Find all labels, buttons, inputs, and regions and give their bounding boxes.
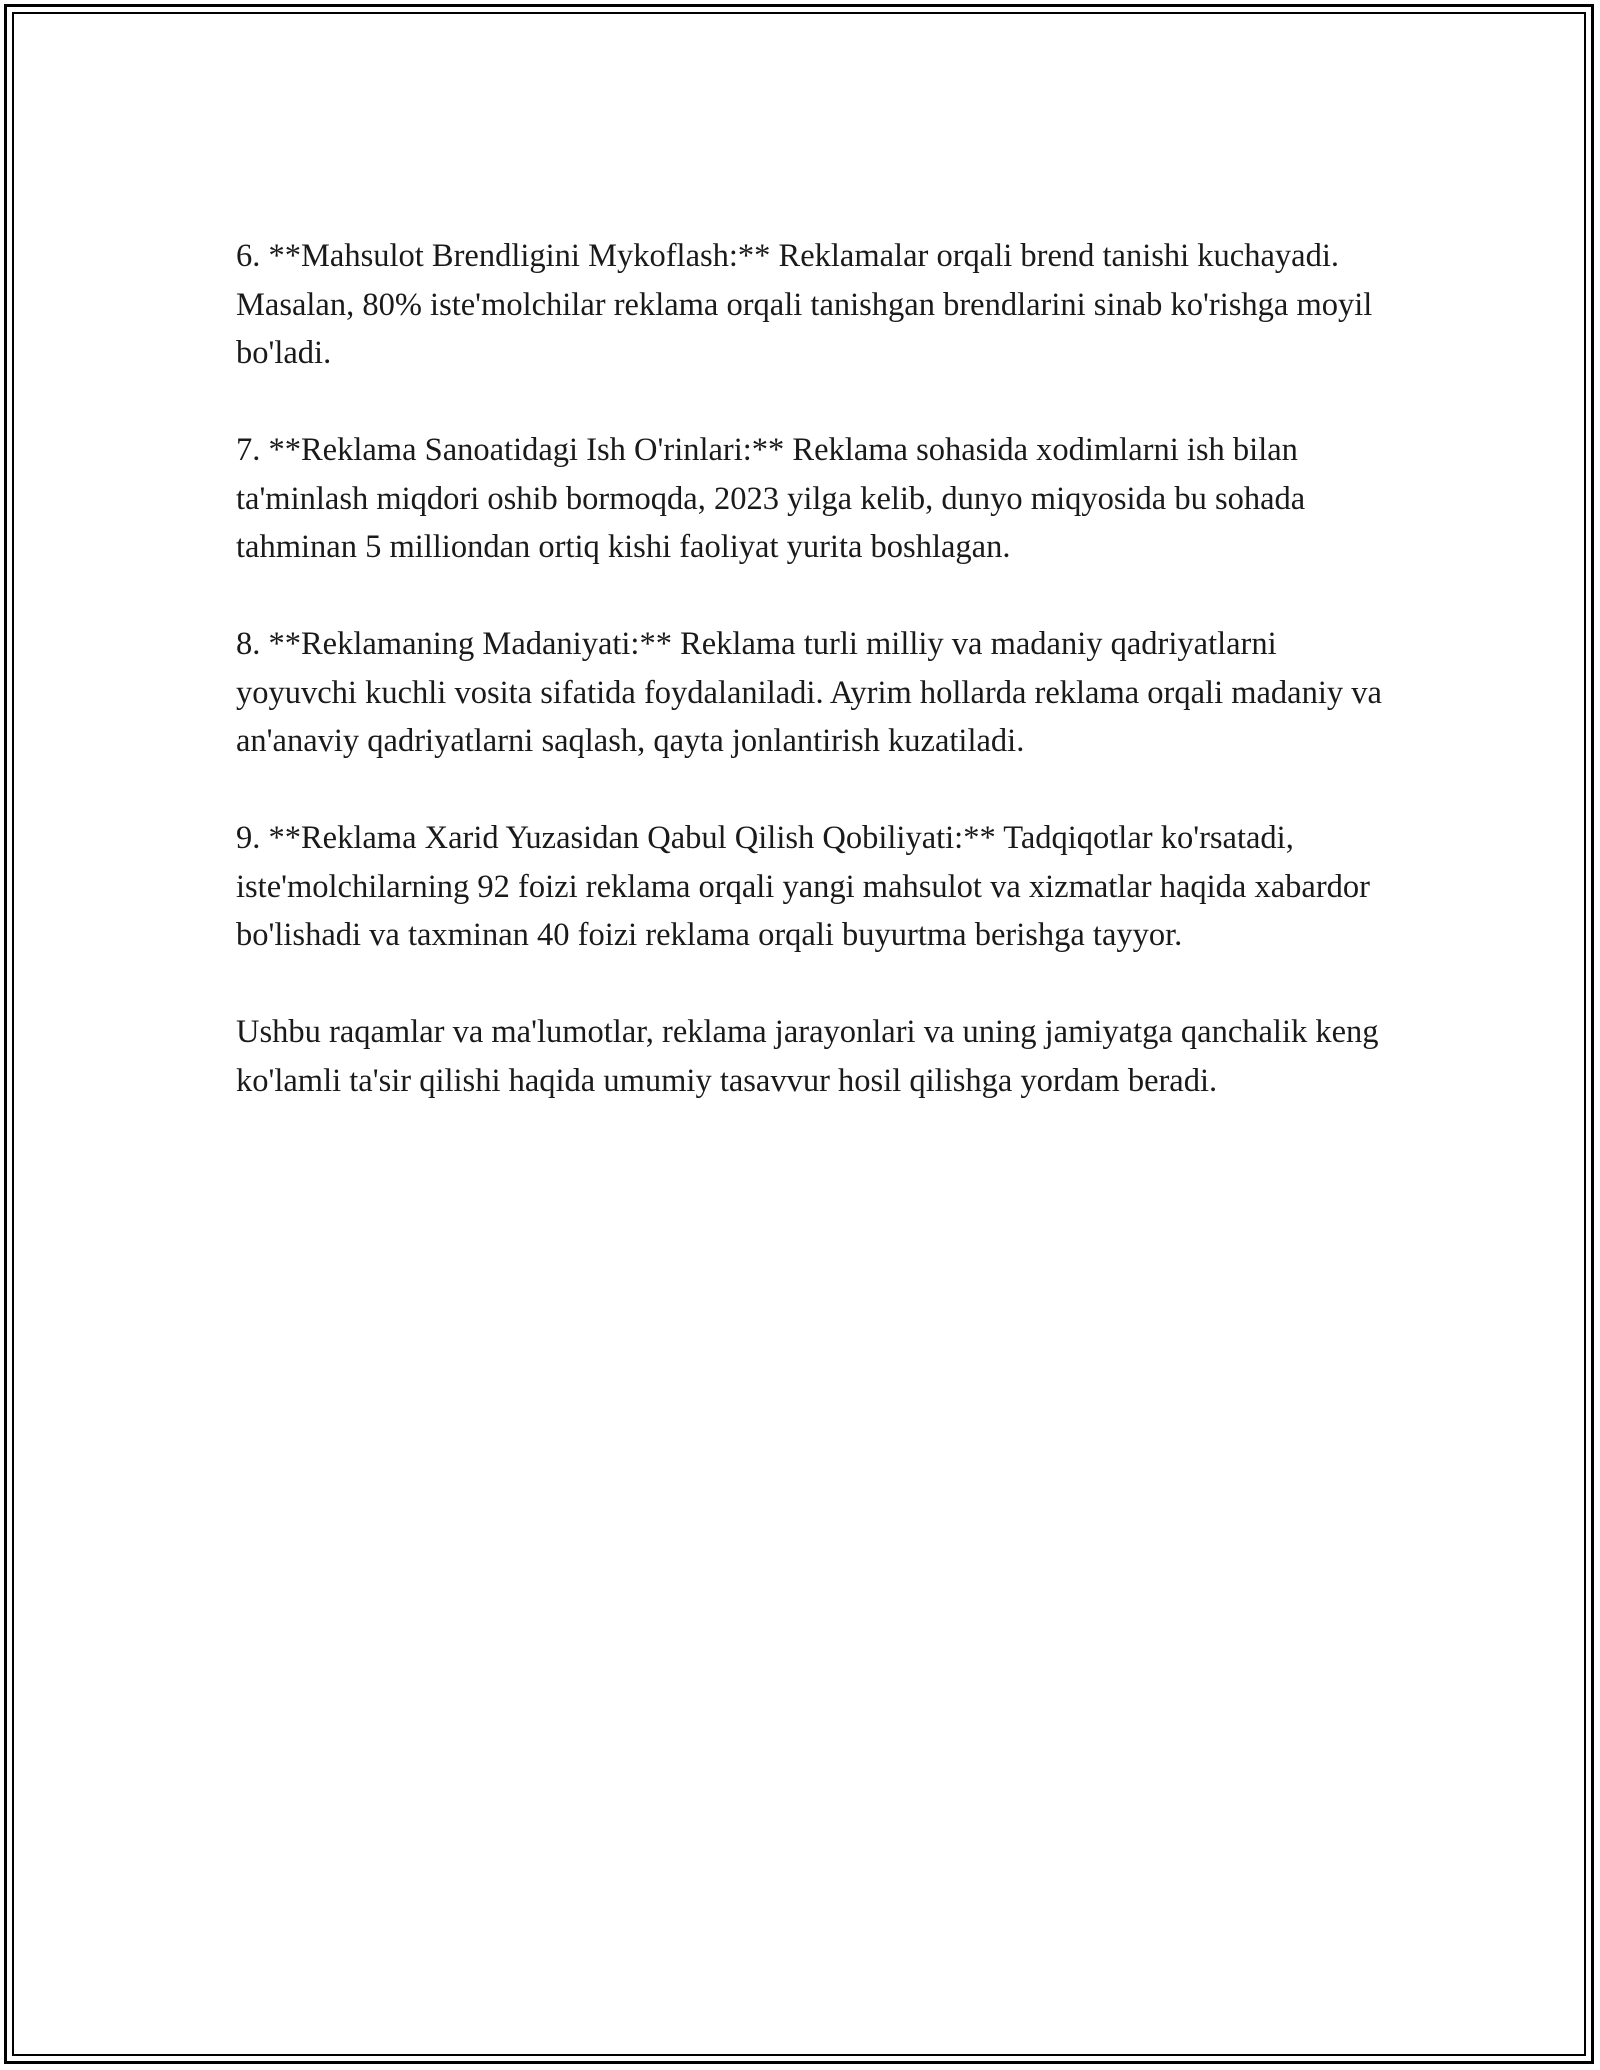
paragraph-item-9: 9. **Reklama Xarid Yuzasidan Qabul Qilish Qobiliyati:** Tadqiqotlar ko'rsatadi, iste'molchilarning 92 foizi reklama orqali yangi mahsulot va xizmatlar haqida xabardor bo'lishadi va taxminan 40 foizi reklama orqali buyurtma berishga tayyor.	[236, 820, 1370, 953]
paragraph-item-7: 7. **Reklama Sanoatidagi Ish O'rinlari:** Reklama sohasida xodimlarni ish bilan ta'minlash miqdori oshib bormoqda, 2023 yilga kelib, dunyo miqyosida bu sohada tahminan 5 milliondan ortiq kishi faoliyat yurita boshlagan.	[236, 432, 1306, 565]
document-body	[236, 232, 1386, 1154]
paragraph-conclusion: Ushbu raqamlar va ma'lumotlar, reklama jarayonlari va uning jamiyatga qanchalik keng ko'lamli ta'sir qilishi haqida umumiy tasavvur hosil qilishga yordam beradi.	[236, 1014, 1379, 1099]
paragraph-item-8: 8. **Reklamaning Madaniyati:** Reklama turli milliy va madaniy qadriyatlarni yoyuvchi kuchli vosita sifatida foydalaniladi. Ayrim hollarda reklama orqali madaniy va an'anaviy qadriyatlarni saqlash, qayta jonlantirish kuzatiladi.	[236, 626, 1382, 759]
paragraph-item-6: 6. **Mahsulot Brendligini Mykoflash:** Reklamalar orqali brend tanishi kuchayadi. Masalan, 80% iste'molchilar reklama orqali tanishgan brendlarini sinab ko'rishga moyil bo'ladi.	[236, 238, 1373, 371]
